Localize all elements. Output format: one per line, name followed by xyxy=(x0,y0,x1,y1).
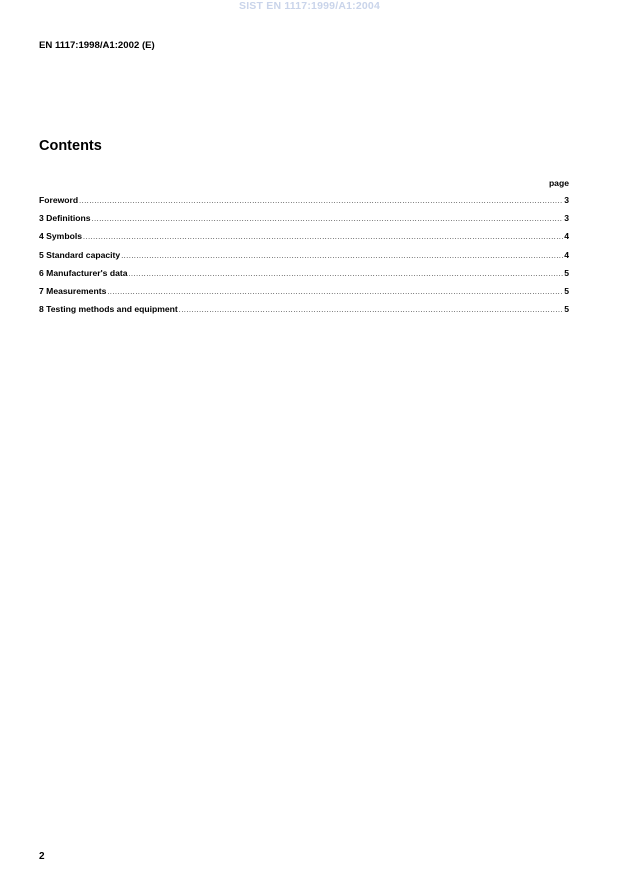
document-id-header: EN 1117:1998/A1:2002 (E) xyxy=(39,40,155,51)
toc-dot-leader xyxy=(92,214,564,225)
toc-entry-title: 6 Manufacturer's data xyxy=(39,267,128,278)
toc-entry-title: 8 Testing methods and equipment xyxy=(39,304,178,315)
toc-entry-manufacturers-data[interactable] xyxy=(39,268,569,286)
toc-dot-leader xyxy=(129,269,564,280)
contents-heading: Contents xyxy=(39,138,102,154)
toc-entry-page: 4 xyxy=(564,249,569,260)
toc-entry-page: 5 xyxy=(564,267,569,278)
table-of-contents xyxy=(39,195,569,322)
toc-entry-title: 7 Measurements xyxy=(39,285,107,296)
toc-entry-title: Foreword xyxy=(39,195,79,205)
page-column-label: page xyxy=(548,178,569,188)
toc-entry-page: 3 xyxy=(564,213,569,224)
toc-entry-foreword[interactable] xyxy=(39,195,569,213)
page-number: 2 xyxy=(39,851,45,862)
toc-dot-leader xyxy=(179,305,563,316)
toc-entry-title: 3 Definitions xyxy=(39,213,91,224)
toc-dot-leader xyxy=(121,251,563,262)
toc-dot-leader xyxy=(83,232,563,243)
watermark-text: SIST EN 1117:1999/A1:2004 xyxy=(238,0,380,12)
toc-entry-measurements[interactable] xyxy=(39,286,569,304)
toc-dot-leader xyxy=(107,287,563,298)
toc-entry-standard-capacity[interactable] xyxy=(39,250,569,268)
toc-entry-testing-methods[interactable] xyxy=(39,304,569,322)
toc-entry-title: 5 Standard capacity xyxy=(39,249,121,260)
toc-entry-title: 4 Symbols xyxy=(39,231,82,242)
toc-entry-page: 5 xyxy=(564,304,569,315)
toc-entry-page: 5 xyxy=(564,285,569,296)
toc-dot-leader xyxy=(79,196,563,207)
toc-entry-symbols[interactable] xyxy=(39,231,569,249)
toc-entry-page: 4 xyxy=(564,231,569,242)
toc-entry-definitions[interactable] xyxy=(39,213,569,231)
toc-entry-page: 3 xyxy=(564,195,569,205)
